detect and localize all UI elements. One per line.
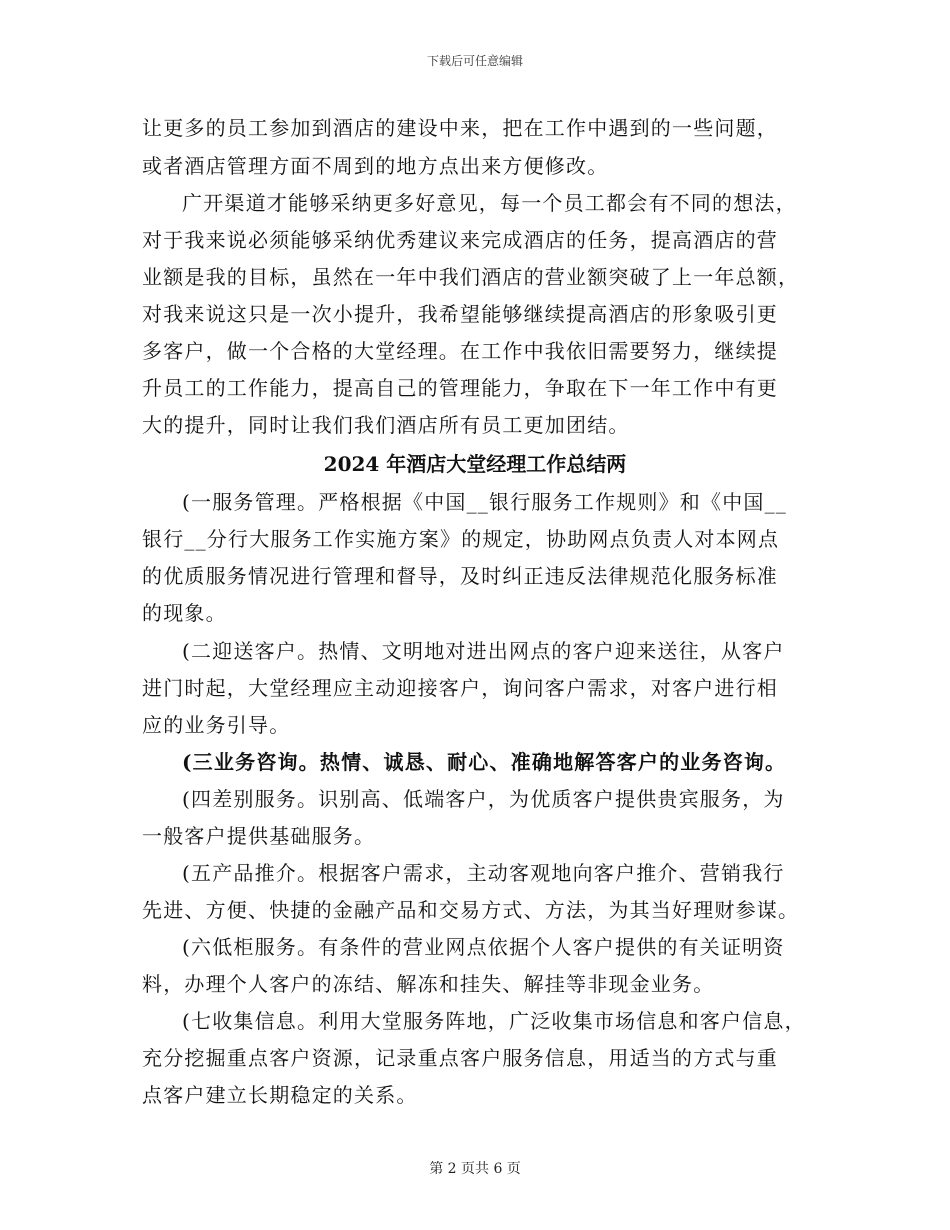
- text-line-bold: (三业务咨询。热情、诚恳、耐心、准确地解答客户的业务咨询。: [182, 750, 787, 774]
- text-line: 充分挖掘重点客户资源，记录重点客户服务信息，用适当的方式与重: [142, 1046, 778, 1070]
- text-line: 让更多的员工参加到酒店的建设中来，把在工作中遇到的一些问题，: [142, 116, 778, 140]
- text-line: 的优质服务情况进行管理和督导，及时纠正违反法律规范化服务标准: [142, 564, 778, 588]
- text-line: 点客户建立长期稳定的关系。: [142, 1083, 418, 1107]
- page-footer: 第 2 页共 6 页: [429, 1161, 521, 1177]
- text-line: 料，办理个人客户的冻结、解冻和挂失、解挂等非现金业务。: [142, 972, 715, 996]
- text-line: (七收集信息。利用大堂服务阵地，广泛收集市场信息和客户信息，: [182, 1009, 806, 1033]
- text-line: 先进、方便、快捷的金融产品和交易方式、方法，为其当好理财参谋。: [142, 898, 800, 922]
- section-title: 2024 年酒店大堂经理工作总结两: [323, 452, 627, 476]
- text-line: 的现象。: [142, 601, 227, 625]
- page-header: 下载后可任意编辑: [426, 54, 523, 68]
- text-line: (二迎送客户。热情、文明地对进出网点的客户迎来送往，从客户: [182, 639, 785, 663]
- text-line: 多客户，做一个合格的大堂经理。在工作中我依旧需要努力，继续提: [142, 339, 778, 363]
- text-line: 一般客户提供基础服务。: [142, 824, 376, 848]
- text-line: 银行__分行大服务工作实施方案》的规定，协助网点负责人对本网点: [142, 527, 780, 551]
- text-line: (四差别服务。识别高、低端客户，为优质客户提供贵宾服务，为: [182, 787, 785, 811]
- text-line: 或者酒店管理方面不周到的地方点出来方便修改。: [142, 154, 609, 178]
- text-line: 广开渠道才能够采纳更多好意见，每一个员工都会有不同的想法，: [182, 191, 797, 215]
- text-line: 业额是我的目标，虽然在一年中我们酒店的营业额突破了上一年总额，: [142, 265, 800, 289]
- text-line: 对我来说这只是一次小提升，我希望能够继续提高酒店的形象吸引更: [142, 302, 778, 326]
- text-line: 升员工的工作能力，提高自己的管理能力，争取在下一年工作中有更: [142, 376, 778, 400]
- text-line: (一服务管理。严格根据《中国__银行服务工作规则》和《中国__: [182, 490, 788, 514]
- text-line: 进门时起，大堂经理应主动迎接客户，询问客户需求，对客户进行相: [142, 676, 778, 700]
- text-line: 对于我来说必须能够采纳优秀建议来完成酒店的任务，提高酒店的营: [142, 228, 778, 252]
- text-line: 应的业务引导。: [142, 713, 291, 737]
- text-line: 大的提升，同时让我们我们酒店所有员工更加团结。: [142, 413, 630, 437]
- text-line: (五产品推介。根据客户需求，主动客观地向客户推介、营销我行: [182, 861, 785, 885]
- text-line: (六低柜服务。有条件的营业网点依据个人客户提供的有关证明资: [182, 935, 785, 959]
